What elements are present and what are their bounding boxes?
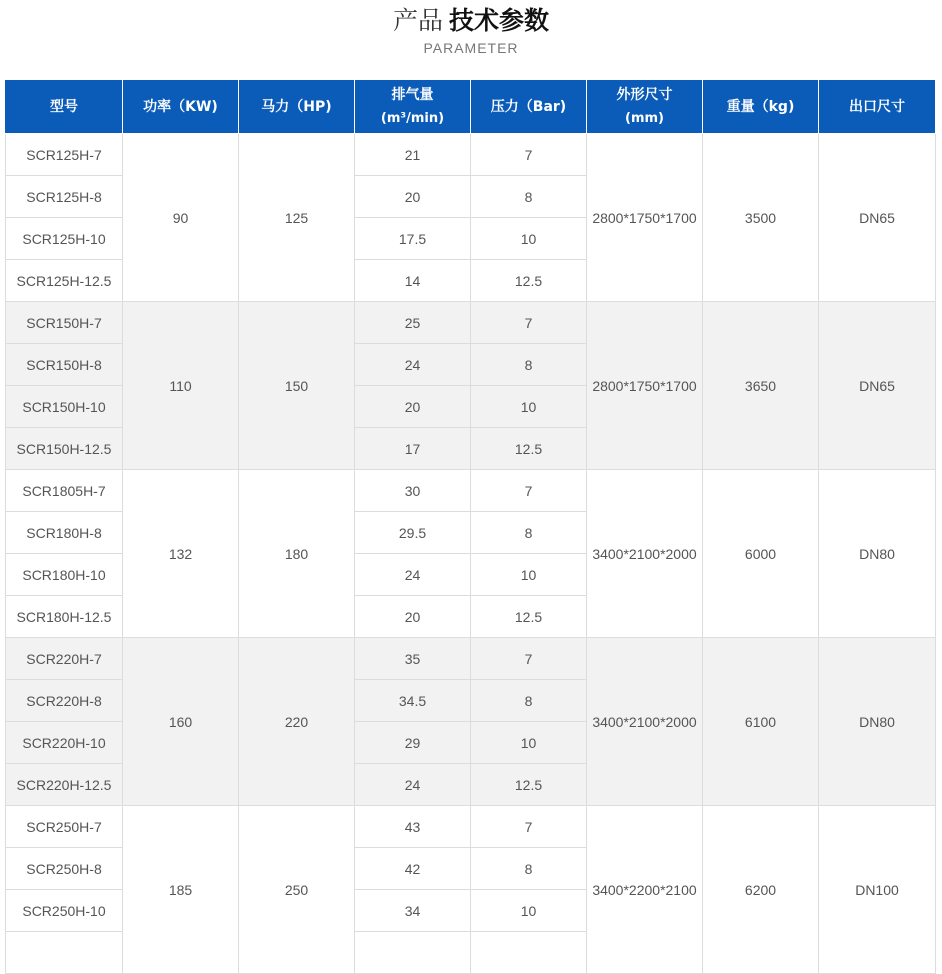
- page-subtitle: PARAMETER: [423, 40, 519, 56]
- title-bold: 技术参数: [449, 6, 550, 35]
- table-body: [6, 134, 936, 974]
- air-flow-cell: 43: [355, 806, 471, 848]
- dimensions-cell: 3400*2100*2000: [587, 638, 703, 806]
- power-cell: 185: [123, 806, 239, 974]
- pressure-cell: 8: [471, 512, 587, 554]
- column-header-label: 型号: [50, 98, 78, 115]
- column-header-label: 功率（KW): [143, 98, 218, 115]
- column-header-label: 重量（kg): [726, 98, 795, 115]
- model-cell: SCR125H-8: [6, 176, 123, 218]
- table-row: [6, 302, 936, 344]
- column-header-label: 压力（Bar): [490, 98, 567, 115]
- weight-cell: 6200: [703, 806, 819, 974]
- column-header-outlet-size: [819, 80, 936, 134]
- column-header-horsepower: [239, 80, 355, 134]
- model-cell: SCR220H-8: [6, 680, 123, 722]
- outlet-size-cell: DN65: [819, 302, 936, 470]
- pressure-cell: 10: [471, 722, 587, 764]
- table-row: [6, 134, 936, 176]
- outlet-size-cell: DN80: [819, 638, 936, 806]
- pressure-cell: 7: [471, 302, 587, 344]
- horsepower-cell: 250: [239, 806, 355, 974]
- model-cell: SCR220H-10: [6, 722, 123, 764]
- table-row: [6, 470, 936, 512]
- model-cell: SCR150H-8: [6, 344, 123, 386]
- pressure-cell: 7: [471, 638, 587, 680]
- air-flow-cell: 29.5: [355, 512, 471, 554]
- model-cell: [6, 932, 123, 974]
- model-cell: SCR220H-12.5: [6, 764, 123, 806]
- dimensions-cell: 2800*1750*1700: [587, 302, 703, 470]
- power-cell: 160: [123, 638, 239, 806]
- page-title: [0, 4, 942, 38]
- horsepower-cell: 180: [239, 470, 355, 638]
- pressure-cell: 8: [471, 176, 587, 218]
- model-cell: SCR150H-12.5: [6, 428, 123, 470]
- power-cell: 90: [123, 134, 239, 302]
- horsepower-cell: 125: [239, 134, 355, 302]
- air-flow-cell: 17.5: [355, 218, 471, 260]
- model-cell: SCR250H-7: [6, 806, 123, 848]
- column-header-dimensions: [587, 80, 703, 134]
- column-header-pressure: [471, 80, 587, 134]
- table-row: [6, 638, 936, 680]
- table-row: [6, 806, 936, 848]
- air-flow-cell: 17: [355, 428, 471, 470]
- column-header-weight: [703, 80, 819, 134]
- model-cell: SCR180H-10: [6, 554, 123, 596]
- model-cell: SCR1805H-7: [6, 470, 123, 512]
- pressure-cell: 10: [471, 218, 587, 260]
- air-flow-cell: 42: [355, 848, 471, 890]
- air-flow-cell: 25: [355, 302, 471, 344]
- pressure-cell: 8: [471, 344, 587, 386]
- air-flow-cell: 20: [355, 596, 471, 638]
- column-header-label: 排气量: [391, 86, 434, 103]
- air-flow-cell: 20: [355, 176, 471, 218]
- column-header-label: 外形尺寸: [616, 86, 673, 103]
- pressure-cell: 12.5: [471, 764, 587, 806]
- dimensions-cell: 2800*1750*1700: [587, 134, 703, 302]
- column-header-unit: (mm): [625, 110, 664, 126]
- pressure-cell: 10: [471, 554, 587, 596]
- air-flow-cell: 20: [355, 386, 471, 428]
- power-cell: 110: [123, 302, 239, 470]
- model-cell: SCR180H-8: [6, 512, 123, 554]
- section-heading: [0, 0, 942, 76]
- air-flow-cell: 34.5: [355, 680, 471, 722]
- air-flow-cell: 30: [355, 470, 471, 512]
- air-flow-cell: 14: [355, 260, 471, 302]
- model-cell: SCR125H-7: [6, 134, 123, 176]
- model-cell: SCR150H-10: [6, 386, 123, 428]
- weight-cell: 3500: [703, 134, 819, 302]
- weight-cell: 3650: [703, 302, 819, 470]
- air-flow-cell: 35: [355, 638, 471, 680]
- weight-cell: 6000: [703, 470, 819, 638]
- model-cell: SCR220H-7: [6, 638, 123, 680]
- dimensions-cell: 3400*2100*2000: [587, 470, 703, 638]
- pressure-cell: 7: [471, 470, 587, 512]
- table-header-row: [6, 80, 936, 134]
- model-cell: SCR180H-12.5: [6, 596, 123, 638]
- horsepower-cell: 150: [239, 302, 355, 470]
- horsepower-cell: 220: [239, 638, 355, 806]
- outlet-size-cell: DN100: [819, 806, 936, 974]
- weight-cell: 6100: [703, 638, 819, 806]
- air-flow-cell: 29: [355, 722, 471, 764]
- air-flow-cell: 24: [355, 764, 471, 806]
- air-flow-cell: 24: [355, 344, 471, 386]
- model-cell: SCR250H-8: [6, 848, 123, 890]
- model-cell: SCR250H-10: [6, 890, 123, 932]
- outlet-size-cell: DN80: [819, 470, 936, 638]
- column-header-air-flow: [355, 80, 471, 134]
- outlet-size-cell: DN65: [819, 134, 936, 302]
- column-header-label: 出口尺寸: [849, 98, 905, 115]
- pressure-cell: 12.5: [471, 428, 587, 470]
- pressure-cell: 10: [471, 890, 587, 932]
- pressure-cell: 7: [471, 806, 587, 848]
- column-header-power: [123, 80, 239, 134]
- air-flow-cell: 21: [355, 134, 471, 176]
- pressure-cell: 8: [471, 680, 587, 722]
- column-header-label: 马力（HP): [261, 98, 332, 115]
- column-header-unit: (m³/min): [380, 110, 445, 126]
- title-light: 产品: [392, 6, 443, 35]
- pressure-cell: 8: [471, 848, 587, 890]
- column-header-model: [6, 80, 123, 134]
- pressure-cell: 10: [471, 386, 587, 428]
- dimensions-cell: 3400*2200*2100: [587, 806, 703, 974]
- parameter-table: [5, 79, 936, 974]
- air-flow-cell: 24: [355, 554, 471, 596]
- air-flow-cell: [355, 932, 471, 974]
- model-cell: SCR150H-7: [6, 302, 123, 344]
- air-flow-cell: 34: [355, 890, 471, 932]
- power-cell: 132: [123, 470, 239, 638]
- pressure-cell: 12.5: [471, 596, 587, 638]
- pressure-cell: 7: [471, 134, 587, 176]
- model-cell: SCR125H-12.5: [6, 260, 123, 302]
- pressure-cell: [471, 932, 587, 974]
- pressure-cell: 12.5: [471, 260, 587, 302]
- model-cell: SCR125H-10: [6, 218, 123, 260]
